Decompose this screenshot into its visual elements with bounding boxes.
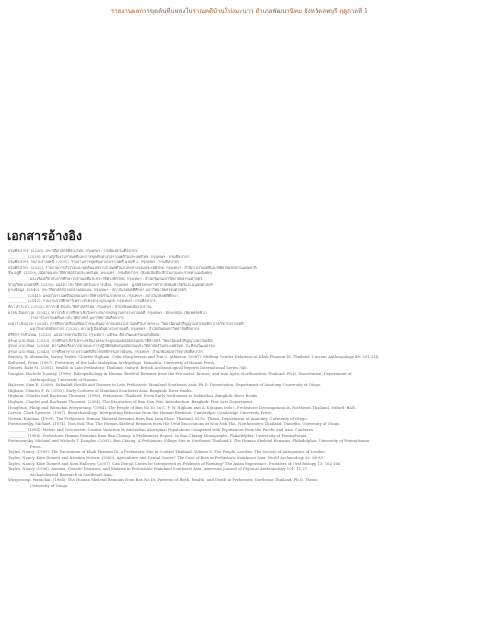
reference-continuation: และเรื่องเกี่ยวกับการศึกษาโบราณคดีและประวัติศาสตร์ไทย. กรุงเทพฯ : สำนักพิมพ์มหาวิทยาลัยธรรมศาสตร์. [30,276,204,281]
reference-text: Higham, Charles F. W. (2002). Early Cultures of Mainland Southeast Asia. Bangkok: River Books. [8,388,193,393]
reference-text: สุรพล นาถะพินธุ. (2538). ความคิดเรื่องการตายและการปฏิบัติต่อศพในสมัยก่อนประวัติศาสตร์ในประเทศไทย. ใน ศิลปวัฒนธรรม. [8,344,216,349]
reference-list [8,249,471,490]
reference-entry [8,478,471,489]
reference-text: Higham, Charles and Rachanie Thosarat. (1998). Prehistoric Thailand: From Early Settlement to Sukhothai. Bangkok: River Books. [8,394,259,399]
reference-text: พเยาว์ เข็มนาค. (2534). การศึกษาเปรียบเทียบภาชนะดินเผาจากแหล่งโบราณคดีในภาคกลาง. วิทยานิพนธ์ปริญญามหาบัณฑิต ภาควิชาโบราณคดี [8,321,244,326]
reference-text: กรมศิลปากร. (2526). ประวัติศาสตร์ศิลปะไทย. กรุงเทพฯ : โรงพิมพ์กรมศิลปากร. [8,249,139,253]
reference-text: __________ (2530). ความรู้เรื่องโบราณคดีและการขุดค้นทางโบราณคดีในประเทศไทย. กรุงเทพฯ : กรมศิลปากร. [8,254,191,259]
reference-continuation: University of Otago. [30,483,69,488]
reference-entry [8,439,471,450]
reference-entry [8,467,471,478]
reference-text: Wiriyaromp, Warachai. (1984). The Human Skeletal Remains from Ban Na Di: Patterns of Birth, Health, and Death in Prehistoric Northeast Thailand. Ph.D. Thesis, [8,478,319,483]
reference-continuation: Press. [30,444,42,449]
reference-text: Halcrow, Sian E. (2006). Subadult Health and Disease in Late Prehistoric Mainland Southeast Asia. Ph.D. Dissertation, Department of Anatomy, University of Otago. [8,383,322,388]
running-header: รายงานผลการขุดค้นที่แหล่งโบราณคดีบ้านโป่งมะนาว อำเภอพัฒนานิคม จังหวัดลพบุรี ฤดูกาลที่ 1 [110,8,369,15]
reference-continuation: Archaeological Research in Southeast Asia. [30,472,113,477]
reference-text: Bentley, R. Alexander, Nancy Tayles, Charles Higham, Colin Macpherson and Tim C. Atkinson. (2007). Shifting Gender Relations at Khok Phanom Di, Thailand. Current Anthropology 48: 301-314. [8,355,380,360]
reference-text: ศรีศักร วัลลิโภดม. (2533). แอ่งอารยธรรมอีสาน. กรุงเทพฯ : มติชน. ศิลปวัฒนธรรมฉบับพิเศษ. [8,332,161,337]
reference-text: Tayles, Nancy. (1999). The Excavation of Khok Phanom Di, a Prehistoric Site in Central Thailand. Volume V: The People. London: The Society of Antiquaries of London. [8,450,326,455]
reference-entry [8,271,471,282]
reference-text: Pietrusewsky, Michael. (1974). Non Nok Tha: The Human Skeletal Remains from the 1966 Excavations at Non Nok Tha, Northeastern Thailand. Dunedin: University of Otago. [8,422,341,427]
reference-text: Pietrusewsky, Michael and Michele T. Douglas. (2002). Ban Chiang, A Prehistoric Village Site in Northeast Thailand I: The Human Skeletal Remains. Philadelphia: University of Pennsylvania [8,439,370,444]
reference-text: __________ (2541). แหล่งโบราณคดีสมัยก่อนประวัติศาสตร์ในภาคกลาง. กรุงเทพฯ : สถาบันไทยคดีศึกษา. [8,293,179,298]
reference-text: __________ (1988). Prehistoric Human Remains from Ban Chiang: A Preliminary Report. In Ban Chiang Monographs. Philadelphia: University of Pennsylvania. [8,433,308,438]
reference-text: __________ (2542). รายงานการศึกษาวิเคราะห์โครงกระดูกมนุษย์. กรุงเทพฯ : กรมศิลปากร. [8,299,157,304]
reference-continuation: วารสารโบราณคดีและประวัติศาสตร์ มหาวิทยาลัยศิลปากร. [30,316,125,321]
reference-text: กรมศิลปากร. (2532). รายงานการสำรวจและขุดค้นแหล่งโบราณคดีในภาคกลางของประเทศไทย. กรุงเทพฯ : สำนักโบราณคดีและพิพิธภัณฑสถานแห่งชาติ. [8,265,258,270]
reference-text: Larsen, Clark Spencer. (1997). Bioarchaeology: Interpreting Behavior from the Human Skeleton. Cambridge: Cambridge University Press. [8,411,273,416]
section-title: เอกสารอ้างอิง [7,228,82,243]
reference-continuation: มหาวิทยาลัยศิลปากร. (2535). ความรู้เบื้องต้นทางโบราณคดี. กรุงเทพฯ : สำนักพิมพ์มหาวิทยาลัยศิลปากร. [30,327,201,332]
reference-text: ชาญวิทย์ เกษตรศิริ. (2535). อยุธยา ประวัติศาสตร์และการเมือง. กรุงเทพฯ : มูลนิธิโครงการตำราสังคมศาสตร์และมนุษยศาสตร์. [8,282,214,287]
reference-text: __________ (1984). Metric and Non-metric Cranial Variation in Australian Aboriginal Populations Compared with Populations from the Pacific and Asia. Canberra. [8,428,315,432]
reference-text: สุรพล นาถะพินธุ. (2533). การศึกษาเชิงวิเคราะห์เรื่องโครงกระดูกมนุษย์สมัยก่อนประวัติศาสตร์. วิทยานิพนธ์ปริญญามหาบัณฑิต [8,338,213,343]
reference-text: ชิน อยู่ดี. (2510). สมัยก่อนประวัติศาสตร์ในประเทศไทย. พระนคร : กรมศิลปากร. (พิมพ์เป็นที่ระลึกในงานพระราชทานเพลิงศพ) [8,271,212,276]
reference-text: ธิดา สาระยา. (2532). ทวารวดี ต้นประวัติศาสตร์ไทย. กรุงเทพฯ : สำนักพิมพ์เมืองโบราณ. [8,304,153,309]
reference-text: Nelsen, Kristina. (1999). The Prehistoric Human Skeletal Remains from Ban Lum Khao, Thailand. M.Sc. Thesis, Department of Anatomy, University of Otago. [8,416,308,421]
reference-entry [8,372,471,383]
reference-text: Bellwood, Peter. (1997). Prehistory of the Indo-Malaysian Archipelago. Honolulu: University of Hawaii Press. [8,360,216,365]
reference-text: กรมศิลปากร, กองโบราณคดี. (2531). รายงานการขุดค้นทางโบราณคดี ฉบับที่ 2. กรุงเทพฯ : กรมศิลปากร. [8,260,181,265]
reference-text: Domett, Kate M. (2001). Health in Late Prehistoric Thailand. Oxford: British Archaeological Reports International Series 946. [8,366,248,371]
reference-text: ผาสุข อินทราวุธ. (2542). ทวารวดี การศึกษาเชิงวิเคราะห์จากหลักฐานทางโบราณคดี. กรุงเทพฯ : อักษรสมัย. (พิมพ์ครั้งที่ 2) [8,310,207,315]
reference-text: Houghton, Philip and Warachai Wiriyaromp. (1984). The People of Ban Na Di. In C. F. W. Higham and A. Kijngam (eds.), Prehistoric Investigations in Northeast Thailand. Oxford: BAR. [8,405,357,410]
reference-text: Tayles, Nancy, Kate Domett and Sian Halcrow. (2007). Can Dental Caries be Interpreted as Evidence of Farming? The Asian Experience. Frontiers of Oral Biology 13: 162-166. [8,461,342,466]
reference-continuation: Anthropology, University of Hawaii. [30,377,98,382]
reference-text: สุรพล นาถะพินธุ. (2545). การศึกษาทางโบราณคดีเกี่ยวกับพิธีกรรมการฝังศพ. กรุงเทพฯ : สำนักพิมพ์มหาวิทยาลัยศิลปากร. [8,349,205,354]
reference-entry [8,322,471,333]
reference-text: ฐานข้อมูล. (2540). ประวัติศาสตร์ภาคกลางตอนบน. กรุงเทพฯ : สถาบันไทยคดีศึกษา มหาวิทยาลัยธรรมศาสตร์. [8,288,188,293]
reference-text: Higham, Charles and Rachanie Thosarat. (2004). The Excavation of Ban Non Wat: Introduction. Bangkok: Fine Arts Department. [8,400,254,405]
reference-entry [8,311,471,322]
reference-text: Douglas, Michele Toomay. (1996). Paleopathology in Human Skeletal Remains from the Pre-metal, Bronze, and Iron Ages, Northeastern Thailand. Ph.D. Dissertation, Department of [8,372,352,377]
reference-text: Tayles, Nancy. (1996). Anemia, Genetic Diseases, and Malaria in Prehistoric Mainland Southeast Asia. American Journal of Physical Anthropology 101: 11-27. [8,467,309,472]
reference-text: Tayles, Nancy, Kate Domett and Kristina Nelsen. (2000). Agriculture and Dental Caries? The Case of Rice in Prehistoric Southeast Asia. World Archaeology 32: 68-83. [8,455,325,460]
